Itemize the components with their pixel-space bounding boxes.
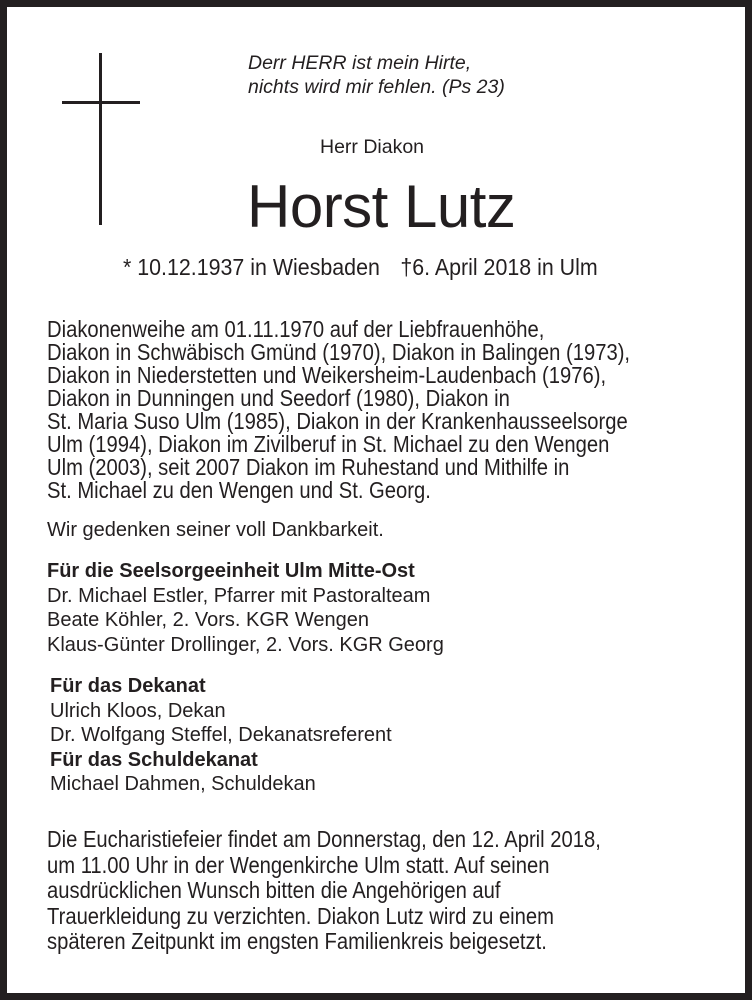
biography-paragraph bbox=[47, 318, 630, 502]
cross-horizontal-bar bbox=[62, 101, 140, 104]
signatory-name: Beate Köhler, 2. Vors. KGR Wengen bbox=[47, 609, 370, 631]
service-line: um 11.00 Uhr in der Wengenkirche Ulm statt. Auf seinen bbox=[47, 851, 550, 878]
biography-line: St. Michael zu den Wengen und St. Georg. bbox=[47, 477, 431, 503]
biography-line: Diakonenweihe am 01.11.1970 auf der Liebfrauenhöhe, bbox=[47, 316, 545, 342]
signatory-name: Dr. Michael Estler, Pfarrer mit Pastoralteam bbox=[47, 584, 431, 607]
service-line: ausdrücklichen Wunsch bitten die Angehörigen auf bbox=[47, 877, 501, 903]
biography-line: Ulm (2003), seit 2007 Diakon im Ruhestand und Mithilfe in bbox=[47, 454, 570, 480]
biography-line: Ulm (1994), Diakon im Zivilberuf in St. Michael zu den Wengen bbox=[47, 431, 610, 457]
signatory-heading: Für das Schuldekanat bbox=[50, 748, 258, 771]
thanks-statement: Wir gedenken seiner voll Dankbarkeit. bbox=[47, 519, 384, 541]
signatory-name: Ulrich Kloos, Dekan bbox=[50, 699, 226, 722]
service-line: Trauerkleidung zu verzichten. Diakon Lutz wird zu einem bbox=[47, 902, 554, 929]
birth-date: * 10.12.1937 in Wiesbaden bbox=[123, 254, 380, 280]
signatory-heading: Für die Seelsorgeeinheit Ulm Mitte-Ost bbox=[47, 560, 415, 582]
cross-vertical-bar bbox=[99, 53, 102, 225]
biography-line: Diakon in Dunningen und Seedorf (1980), Diakon in bbox=[47, 385, 510, 411]
signatory-heading: Für das Dekanat bbox=[50, 675, 206, 697]
life-dates bbox=[123, 253, 598, 281]
biography-line: St. Maria Suso Ulm (1985), Diakon in der Krankenhausseelsorge bbox=[47, 408, 628, 434]
verse-line: nichts wird mir fehlen. (Ps 23) bbox=[248, 76, 505, 98]
service-announcement bbox=[47, 827, 601, 955]
service-line: Die Eucharistiefeier findet am Donnerstag, den 12. April 2018, bbox=[47, 826, 601, 852]
deceased-name: Horst Lutz bbox=[247, 173, 516, 240]
signatory-name: Dr. Wolfgang Steffel, Dekanatsreferent bbox=[50, 724, 392, 746]
signatory-group-seelsorgeeinheit bbox=[47, 559, 444, 657]
signatory-group-dekanat bbox=[50, 674, 392, 797]
biography-line: Diakon in Niederstetten und Weikersheim-Laudenbach (1976), bbox=[47, 362, 607, 388]
death-date: †6. April 2018 in Ulm bbox=[400, 254, 598, 280]
signatory-name: Michael Dahmen, Schuldekan bbox=[50, 773, 316, 795]
service-line: späteren Zeitpunkt im engsten Familienkreis beigesetzt. bbox=[47, 928, 547, 954]
signatory-name: Klaus-Günter Drollinger, 2. Vors. KGR Georg bbox=[47, 633, 444, 656]
bible-verse bbox=[248, 51, 505, 99]
biography-line: Diakon in Schwäbisch Gmünd (1970), Diakon in Balingen (1973), bbox=[47, 339, 631, 365]
honorific-title: Herr Diakon bbox=[320, 136, 425, 158]
verse-line: Derr HERR ist mein Hirte, bbox=[248, 52, 472, 74]
